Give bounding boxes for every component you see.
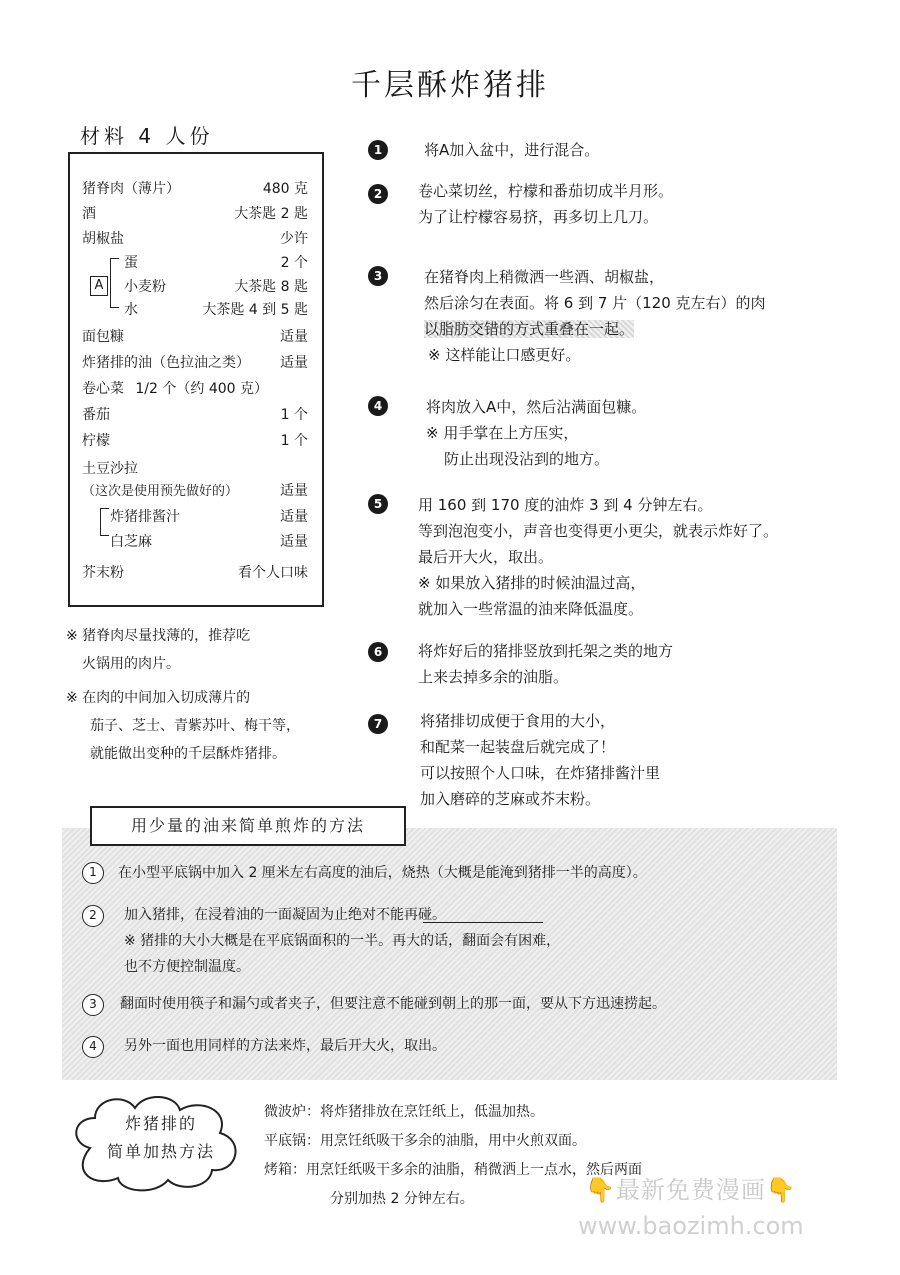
ingredient-row: 芥末粉 看个人口味: [82, 565, 308, 581]
ingredient-row: 炸猪排的油（色拉油之类） 适量: [82, 355, 308, 371]
method-4-text: 另外一面也用同样的方法来炸，最后开大火，取出。: [124, 1038, 446, 1054]
sauce-bracket: [100, 508, 109, 536]
method-1-number: 1: [82, 862, 104, 884]
step-4-number: 4: [368, 396, 388, 416]
step-1-number: 1: [368, 140, 388, 160]
step-5-text: 用 160 到 170 度的油炸 3 到 4 分钟左右。 等到泡泡变小，声音也变得更小更尖，就表示炸好了。 最后开大火，取出。 ※ 如果放入猪排的时候油温过高， 就加入一些常温的油来降低温度。: [418, 496, 779, 618]
method-3-number: 3: [82, 994, 104, 1016]
page-title: 千层酥炸猪排: [351, 68, 549, 103]
step-2-text: 卷心菜切丝，柠檬和番茄切成半月形。 为了让柠檬容易挤，再多切上几刀。: [418, 182, 674, 226]
step-2-number: 2: [368, 184, 388, 204]
ingredient-row: 酒 大茶匙 2 匙: [82, 206, 308, 222]
note-variant: ※ 在肉的中间加入切成薄片的 茄子、芝士、青紫苏叶、梅干等， 就能做出变种的千层酥炸猪排。: [66, 690, 300, 762]
group-a-badge: A: [90, 276, 108, 296]
step-4-text: 将肉放入A中，然后沾满面包糠。 ※ 用手掌在上方压实， 防止出现没沾到的地方。: [426, 398, 647, 468]
step-3-number: 3: [368, 266, 388, 286]
method-3-text: 翻面时使用筷子和漏勺或者夹子，但要注意不能碰到朝上的那一面，要从下方迅速捞起。: [120, 996, 666, 1012]
ingredient-row: 炸猪排酱汁 适量: [110, 509, 308, 525]
ingredient-row: 蛋 2 个: [124, 255, 308, 271]
step-7-text: 将猪排切成便于食用的大小， 和配菜一起装盘后就完成了！ 可以按照个人口味，在炸猪排酱汁里 加入磨碎的芝麻或芥末粉。: [420, 712, 661, 808]
step-6-number: 6: [368, 642, 388, 662]
watermark-url: www.baozimh.com: [578, 1212, 804, 1240]
method-4-number: 4: [82, 1036, 104, 1058]
ingredient-row: 面包糠 适量: [82, 329, 308, 345]
ingredient-row: 柠檬 1 个: [82, 433, 308, 449]
reheat-title: 炸猪排的 简单加热方法: [106, 1114, 215, 1161]
step-7-number: 7: [368, 714, 388, 734]
ingredient-row: 白芝麻 适量: [110, 534, 308, 550]
pointing-hand-icon: 👇: [765, 1176, 797, 1204]
pointing-hand-icon: 👇: [585, 1176, 616, 1204]
step-5-number: 5: [368, 494, 388, 514]
ingredient-row: 水 大茶匙 4 到 5 匙: [124, 302, 308, 318]
note-meat: ※ 猪脊肉尽量找薄的，推荐吃 火锅用的肉片。: [66, 628, 251, 672]
ingredient-row: 猪脊肉（薄片） 480 克: [82, 181, 308, 197]
step-3-text: 在猪脊肉上稍微洒一些酒、胡椒盐， 然后涂匀在表面。将 6 到 7 片（120 克左右）的肉 以脂肪交错的方式重叠在一起。 ※ 这样能让口感更好。: [424, 268, 766, 364]
reheat-text: 微波炉：将炸猪排放在烹饪纸上，低温加热。 平底锅：用烹饪纸吸干多余的油脂，用中火煎双面。 烤箱：用烹饪纸吸干多余的油脂，稍微洒上一点水，然后两面 分别加热 2 分钟左右。: [264, 1104, 642, 1207]
watermark-title: 👇最新免费漫画👇: [585, 1176, 797, 1204]
method-2-number: 2: [82, 905, 104, 927]
ingredient-row: 土豆沙拉: [82, 461, 138, 477]
ingredients-heading: 材料 4 人份: [80, 124, 214, 148]
group-bracket: [110, 258, 119, 308]
method-1-text: 在小型平底锅中加入 2 厘米左右高度的油后，烧热（大概是能淹到猪排一半的高度）。: [118, 865, 647, 881]
no-touch-underline: [423, 922, 543, 923]
ingredient-row: 胡椒盐 少许: [82, 231, 308, 247]
step-1-text: 将A加入盆中，进行混合。: [424, 141, 600, 159]
step-6-text: 将炸好后的猪排竖放到托架之类的地方 上来去掉多余的油脂。: [418, 642, 674, 686]
ingredient-row: 小麦粉 大茶匙 8 匙: [124, 279, 308, 295]
ingredient-row: 番茄 1 个: [82, 407, 308, 423]
ingredients-box: [68, 152, 324, 607]
ingredient-row: （这次是使用预先做好的） 适量: [82, 483, 308, 499]
step-3-highlight: 以脂肪交错的方式重叠在一起。: [424, 320, 635, 338]
method-title: 用少量的油来简单煎炸的方法: [90, 806, 406, 846]
ingredient-row: 卷心菜 1/2 个（约 400 克）: [82, 381, 268, 397]
method-2-text: 加入猪排，在浸着油的一面凝固为止绝对不能再碰。 ※ 猪排的大小大概是在平底锅面积的一半。再大的话，翻面会有困难， 也不方便控制温度。: [124, 907, 561, 975]
